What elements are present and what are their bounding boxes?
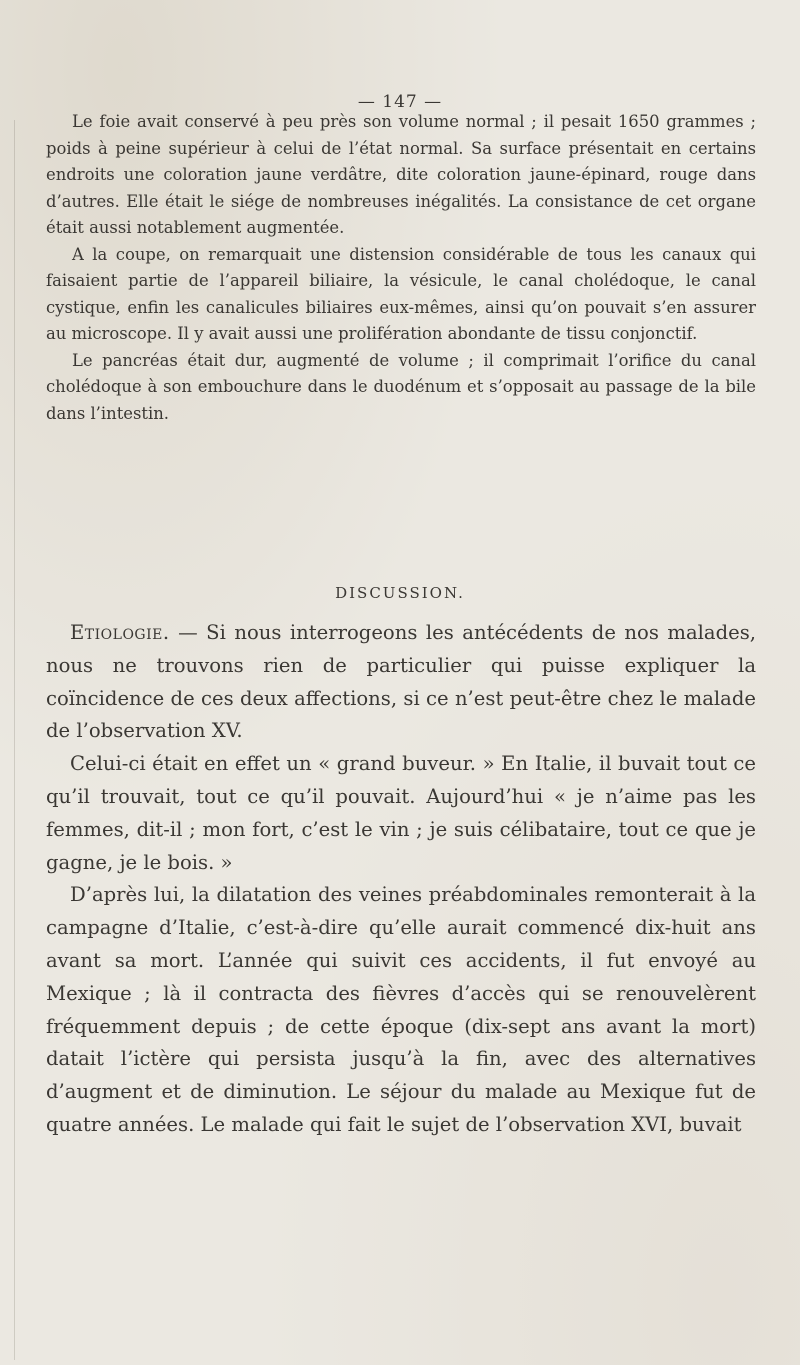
paragraph-pancreas: Le pancréas était dur, augmenté de volume ; il comprimait l’orifice du canal cholédoque à son embouchure dans le duodénum et s’opposait au passage de la bile dans l’intestin. bbox=[46, 350, 756, 423]
page-edge-shadow bbox=[14, 120, 15, 1360]
discussion-text bbox=[46, 617, 756, 1142]
page-number: — 147 — bbox=[357, 92, 443, 112]
observation-text bbox=[46, 109, 756, 427]
paragraph-liver: Le foie avait conservé à peu près son volume normal ; il pesait 1650 grammes ; poids à peine supérieur à celui de l’état normal. Sa surface présentait en certains endroits une coloration jaune verdâtre, dite coloration jaune-épinard, rouge dans d’autres. Elle était le siége de nombreuses inégalités. La consistance de cet organe était aussi notablement augmentée. bbox=[46, 112, 756, 237]
etiology-text: — Si nous interrogeons les antécédents de nos malades, nous ne trouvons rien de particulier qui puisse expliquer la coïncidence de ces deux affections, si ce n’est peut-être chez le malade de l’observation XV. bbox=[46, 621, 756, 743]
section-heading-discussion: DISCUSSION. bbox=[335, 584, 465, 602]
paragraph-drinker: Celui-ci était en effet un « grand buveur. » En Italie, il buvait tout ce qu’il trouvait, tout ce qu’il pouvait. Aujourd’hui « je n’aime pas les femmes, dit-il ; mon fort, c’est le vin ; je suis célibataire, tout ce que je gagne, je le bois. » bbox=[46, 752, 756, 874]
paragraph-section-cut: A la coupe, on remarquait une distension considérable de tous les canaux qui faisaient partie de l’appareil biliaire, la vésicule, le canal cholédoque, le canal cystique, enfin les canalicules biliaires eux-mêmes, ainsi qu’on pouvait s’en assurer au microscope. Il y avait aussi une prolifération abondante de tissu conjonctif. bbox=[46, 244, 756, 343]
paragraph-history: D’après lui, la dilatation des veines préabdominales remonterait à la campagne d’Italie, c’est-à-dire qu’elle aurait commencé dix-huit ans avant sa mort. L’année qui suivit ces accidents, il fut envoyé au Mexique ; là il contracta des fièvres d’accès qui se renouvelèrent fréquemment depuis ; de cette époque (dix-sept ans avant la mort) datait l’ictère qui persista jusqu’à la fin, avec des alternatives d’augment et de diminution. Le séjour du malade au Mexique fut de quatre années. Le malade qui fait le sujet de l’observation XVI, buvait bbox=[46, 883, 756, 1136]
paragraph-etiology bbox=[46, 617, 756, 748]
etiology-lead-word: Etiologie. bbox=[70, 621, 170, 644]
